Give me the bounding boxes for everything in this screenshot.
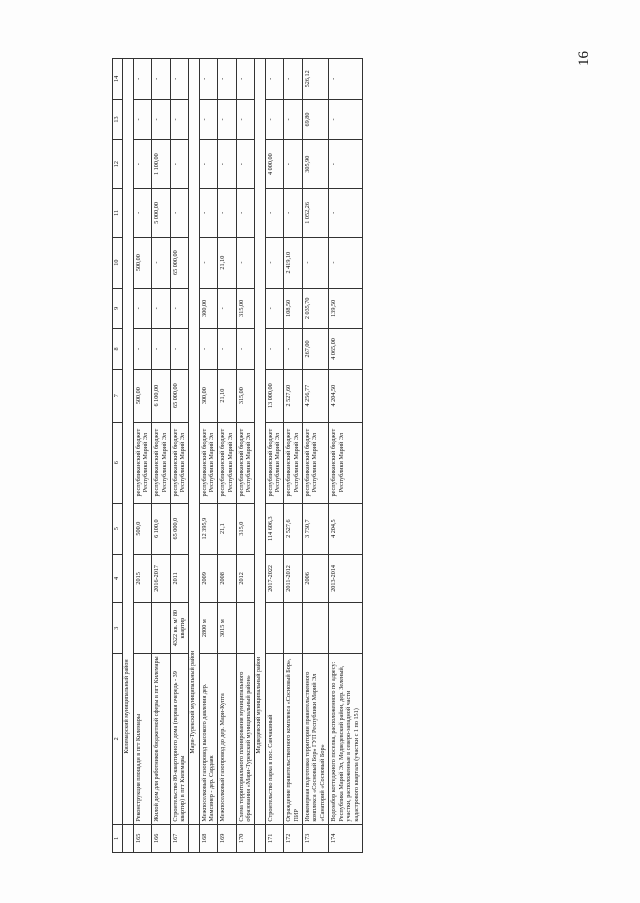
cell-c10: - [328, 237, 362, 288]
cell-n: 174 [328, 824, 362, 852]
cell-c9: 2 035,70 [302, 288, 328, 329]
cell-name: Межпоселковый газопровод высокого давления дер. Мамсинер - дер. Сардаяк [199, 654, 218, 825]
cell-name: Межпоселковый газопровод до дер. Мари-Купта [218, 654, 237, 825]
cell-c10: 2 419,10 [284, 237, 303, 288]
cell-c14: 526,12 [302, 59, 328, 100]
column-number: 12 [113, 140, 123, 189]
cell-c11: 5 000,00 [152, 189, 171, 238]
cell-c14: - [170, 59, 189, 100]
cell-cap: 4322 кв. м/ 80 квартир [170, 603, 189, 654]
cell-c10: - [236, 237, 255, 288]
cell-source: республиканский бюджет Республики Марий Эл [265, 422, 284, 503]
column-number: 11 [113, 189, 123, 238]
cell-c13: - [152, 99, 171, 140]
cell-c12: - [170, 140, 189, 189]
cell-cap [302, 603, 328, 654]
table-row [284, 59, 303, 853]
cell-c8: - [199, 329, 218, 370]
cell-years: 2012 [236, 554, 255, 603]
cell-c11: - [328, 189, 362, 238]
column-number: 8 [113, 329, 123, 370]
cell-c9: - [218, 288, 237, 329]
column-number: 10 [113, 237, 123, 288]
column-number: 2 [113, 654, 123, 825]
cell-c12: - [218, 140, 237, 189]
cell-cap [328, 603, 362, 654]
cell-c10: - [302, 237, 328, 288]
cell-c12: 305,90 [302, 140, 328, 189]
section-cell-empty [255, 824, 266, 852]
cell-c8: - [236, 329, 255, 370]
cell-source: республиканский бюджет Республики Марий Эл [218, 422, 237, 503]
cell-c8: - [133, 329, 152, 370]
cell-c7: 500,00 [133, 369, 152, 422]
section-title: Мари-Турекский муниципальный район [189, 59, 200, 825]
cell-c10: - [152, 237, 171, 288]
cell-c13: - [170, 99, 189, 140]
cell-n: 166 [152, 824, 171, 852]
cell-c9: - [265, 288, 284, 329]
cell-c9: - [133, 288, 152, 329]
cell-cap: 3015 м [218, 603, 237, 654]
cell-c14: - [284, 59, 303, 100]
cell-c9: - [152, 288, 171, 329]
column-number: 3 [113, 603, 123, 654]
cell-n: 172 [284, 824, 303, 852]
cell-c11: 1 052,26 [302, 189, 328, 238]
cell-cap [284, 603, 303, 654]
cell-cap: 2800 м [199, 603, 218, 654]
table-row [199, 59, 218, 853]
cell-years: 2009 [199, 554, 218, 603]
cell-name: Жилой дом для работников бюджетной сферы в пгт Килемары [152, 654, 171, 825]
cell-c12: - [328, 140, 362, 189]
cell-c8: - [152, 329, 171, 370]
cell-c10: 500,00 [133, 237, 152, 288]
column-number: 1 [113, 824, 123, 852]
cell-cap [236, 603, 255, 654]
cell-source: республиканский бюджет Республики Марий Эл [328, 422, 362, 503]
column-number: 6 [113, 422, 123, 503]
section-row [255, 59, 266, 853]
cell-years: 2017-2022 [265, 554, 284, 603]
cell-c11: - [218, 189, 237, 238]
cell-c13: - [218, 99, 237, 140]
rotated-table-container [112, 58, 532, 853]
section-row [123, 59, 134, 853]
header-number-row [113, 59, 123, 853]
cell-n: 167 [170, 824, 189, 852]
cell-total: 12 395,9 [199, 503, 218, 554]
section-title: Килемарский муниципальный район [123, 59, 134, 825]
cell-c10: - [199, 237, 218, 288]
cell-c13: - [133, 99, 152, 140]
cell-cap [265, 603, 284, 654]
cell-c12: - [133, 140, 152, 189]
cell-n: 171 [265, 824, 284, 852]
cell-c11: - [236, 189, 255, 238]
cell-c14: - [328, 59, 362, 100]
cell-years: 2011 [170, 554, 189, 603]
cell-n: 170 [236, 824, 255, 852]
cell-c12: - [199, 140, 218, 189]
cell-c10: 65 000,00 [170, 237, 189, 288]
cell-source: республиканский бюджет Республики Марий Эл [199, 422, 218, 503]
table-body [123, 59, 363, 853]
table-row [302, 59, 328, 853]
cell-c13: - [265, 99, 284, 140]
cell-source: республиканский бюджет Республики Марий Эл [170, 422, 189, 503]
cell-c7: 4 204,50 [328, 369, 362, 422]
cell-c10: - [265, 237, 284, 288]
cell-c14: - [265, 59, 284, 100]
cell-c12: 1 100,00 [152, 140, 171, 189]
cell-c9: 108,50 [284, 288, 303, 329]
cell-c9: - [170, 288, 189, 329]
column-number: 7 [113, 369, 123, 422]
cell-c8: - [265, 329, 284, 370]
cell-name: Строительство 80-квартирного дома (первая очередь - 39 квартир) в пгт Килемары [170, 654, 189, 825]
cell-name: Инженерная подготовка территории правительственного комплекса «Сосновый Бор» ГУП Республики Марий Эл «Санаторий «Сосновый Бор» [302, 654, 328, 825]
cell-c9: 139,50 [328, 288, 362, 329]
table-row [328, 59, 362, 853]
cell-years: 2006 [302, 554, 328, 603]
cell-c7: 65 000,00 [170, 369, 189, 422]
cell-c13: - [284, 99, 303, 140]
cell-total: 315,0 [236, 503, 255, 554]
cell-c14: - [133, 59, 152, 100]
cell-source: республиканский бюджет Республики Марий Эл [284, 422, 303, 503]
cell-c13: - [236, 99, 255, 140]
cell-total: 21,1 [218, 503, 237, 554]
cell-c12: 4 000,00 [265, 140, 284, 189]
cell-c13: - [328, 99, 362, 140]
cell-c9: 300,00 [199, 288, 218, 329]
cell-c8: - [218, 329, 237, 370]
cell-source: республиканский бюджет Республики Марий Эл [133, 422, 152, 503]
cell-total: 114 606,3 [265, 503, 284, 554]
cell-c7: 4 256,77 [302, 369, 328, 422]
page-number: 16 [576, 51, 592, 66]
cell-total: 3 730,7 [302, 503, 328, 554]
cell-c7: 6 100,00 [152, 369, 171, 422]
cell-source: республиканский бюджет Республики Марий Эл [152, 422, 171, 503]
table-row [133, 59, 152, 853]
cell-n: 169 [218, 824, 237, 852]
cell-c14: - [199, 59, 218, 100]
column-number: 14 [113, 59, 123, 100]
cell-c14: - [152, 59, 171, 100]
section-cell-empty [123, 824, 134, 852]
table-row [152, 59, 171, 853]
cell-name: Реконструкция площади в пгт Килемары [133, 654, 152, 825]
cell-name: Схема территориального планирования муниципального образования «Мари-Турекский муниципальный район» [236, 654, 255, 825]
investment-table [112, 58, 363, 853]
cell-c9: 315,00 [236, 288, 255, 329]
cell-total: 500,0 [133, 503, 152, 554]
column-number: 9 [113, 288, 123, 329]
cell-name: Строительство парка в пос. Санчакиный [265, 654, 284, 825]
cell-years: 2013-2014 [328, 554, 362, 603]
cell-c12: - [284, 140, 303, 189]
section-cell-empty [189, 824, 200, 852]
cell-c14: - [236, 59, 255, 100]
cell-c11: - [170, 189, 189, 238]
cell-total: 6 100,0 [152, 503, 171, 554]
cell-c8: 4 065,00 [328, 329, 362, 370]
cell-c7: 2 527,60 [284, 369, 303, 422]
cell-cap [152, 603, 171, 654]
cell-source: республиканский бюджет Республики Марий Эл [302, 422, 328, 503]
cell-c7: 13 000,00 [265, 369, 284, 422]
cell-total: 65 000,0 [170, 503, 189, 554]
cell-years: 2015 [133, 554, 152, 603]
cell-c10: 21,10 [218, 237, 237, 288]
table-row [170, 59, 189, 853]
cell-c8: 267,00 [302, 329, 328, 370]
cell-c13: 69,80 [302, 99, 328, 140]
cell-years: 2008 [218, 554, 237, 603]
cell-c7: 21,10 [218, 369, 237, 422]
cell-c12: - [236, 140, 255, 189]
section-title: Медведевский муниципальный район [255, 59, 266, 825]
cell-c8: - [284, 329, 303, 370]
table-row [218, 59, 237, 853]
column-number: 4 [113, 554, 123, 603]
cell-cap [133, 603, 152, 654]
cell-name: Ограждение правительственного комплекса «Сосновый Бор», ПИР [284, 654, 303, 825]
table-row [265, 59, 284, 853]
cell-c8: - [170, 329, 189, 370]
cell-name: Водозабор коттеджного поселка, расположенного по адресу: Республика Марий Эл, Медведевский район, дер. Зеленый, участки, расположенные в северо-западной части кадастрового квартала (участки с 1 по 151) [328, 654, 362, 825]
cell-c11: - [133, 189, 152, 238]
cell-years: 2011-2012 [284, 554, 303, 603]
cell-total: 4 204,5 [328, 503, 362, 554]
column-number: 5 [113, 503, 123, 554]
cell-c11: - [284, 189, 303, 238]
cell-c11: - [199, 189, 218, 238]
cell-total: 2 527,6 [284, 503, 303, 554]
section-row [189, 59, 200, 853]
cell-n: 173 [302, 824, 328, 852]
cell-c14: - [218, 59, 237, 100]
cell-source: республиканский бюджет Республики Марий Эл [236, 422, 255, 503]
cell-c11: - [265, 189, 284, 238]
cell-c7: 300,00 [199, 369, 218, 422]
column-number: 13 [113, 99, 123, 140]
cell-n: 165 [133, 824, 152, 852]
table-row [236, 59, 255, 853]
cell-c13: - [199, 99, 218, 140]
cell-years: 2016-2017 [152, 554, 171, 603]
cell-c7: 315,00 [236, 369, 255, 422]
cell-n: 168 [199, 824, 218, 852]
